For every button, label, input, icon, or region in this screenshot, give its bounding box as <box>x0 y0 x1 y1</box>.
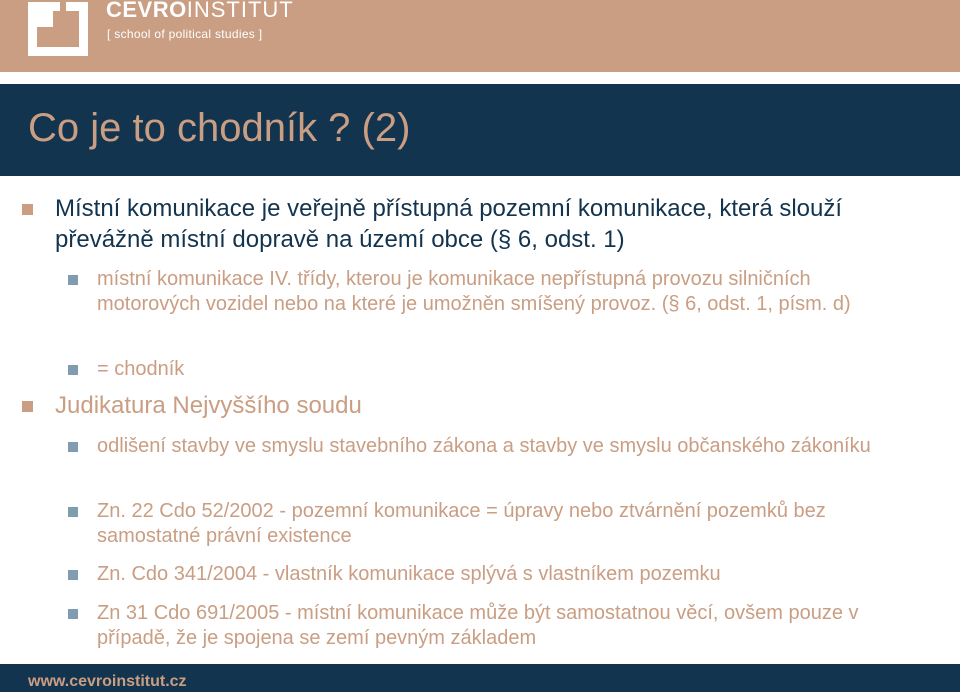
bullet-icon <box>22 204 33 215</box>
sub-bullet-icon <box>68 570 78 580</box>
sub-list-item: Zn 31 Cdo 691/2005 - místní komunikace může být samostatnou věcí, ovšem pouze v případě, že je spojena se zemí pevným základem <box>97 602 859 649</box>
sub-bullet-icon <box>68 442 78 452</box>
sub-list-item: místní komunikace IV. třídy, kterou je komunikace nepřístupná provozu silničních motorových vozidel nebo na které je umožněn smíšený provoz. (§ 6, odst. 1, písm. d) <box>97 268 851 315</box>
sub-list-item: Zn. Cdo 341/2004 - vlastník komunikace splývá s vlastníkem pozemku <box>97 563 721 585</box>
sub-bullet-icon <box>68 275 78 285</box>
sub-list-item: odlišení stavby ve smyslu stavebního zákona a stavby ve smyslu občanského zákoníku <box>97 435 871 457</box>
sub-list-item: = chodník <box>97 358 185 380</box>
cevro-logo-icon <box>28 2 88 56</box>
footer-link[interactable]: www.cevroinstitut.cz <box>28 673 187 690</box>
sub-bullet-icon <box>68 609 78 619</box>
page-title: Co je to chodník ? (2) <box>28 106 411 150</box>
sub-bullet-icon <box>68 365 78 375</box>
logo-name-regular: INSTITUT <box>186 0 294 22</box>
logo-name-bold: CEVRO <box>106 0 187 22</box>
logo-tagline: [ school of political studies ] <box>107 27 263 41</box>
sub-list-item: Zn. 22 Cdo 52/2002 - pozemní komunikace = úpravy nebo ztvárnění pozemků bez samostatné právní existence <box>97 500 826 547</box>
bullet-icon <box>22 401 33 412</box>
sub-bullet-icon <box>68 507 78 517</box>
list-item: Místní komunikace je veřejně přístupná pozemní komunikace, která slouží převážně místní dopravě na území obce (§ 6, odst. 1) <box>55 195 843 253</box>
list-item: Judikatura Nejvyššího soudu <box>55 392 362 419</box>
logo-wordmark <box>106 0 294 23</box>
